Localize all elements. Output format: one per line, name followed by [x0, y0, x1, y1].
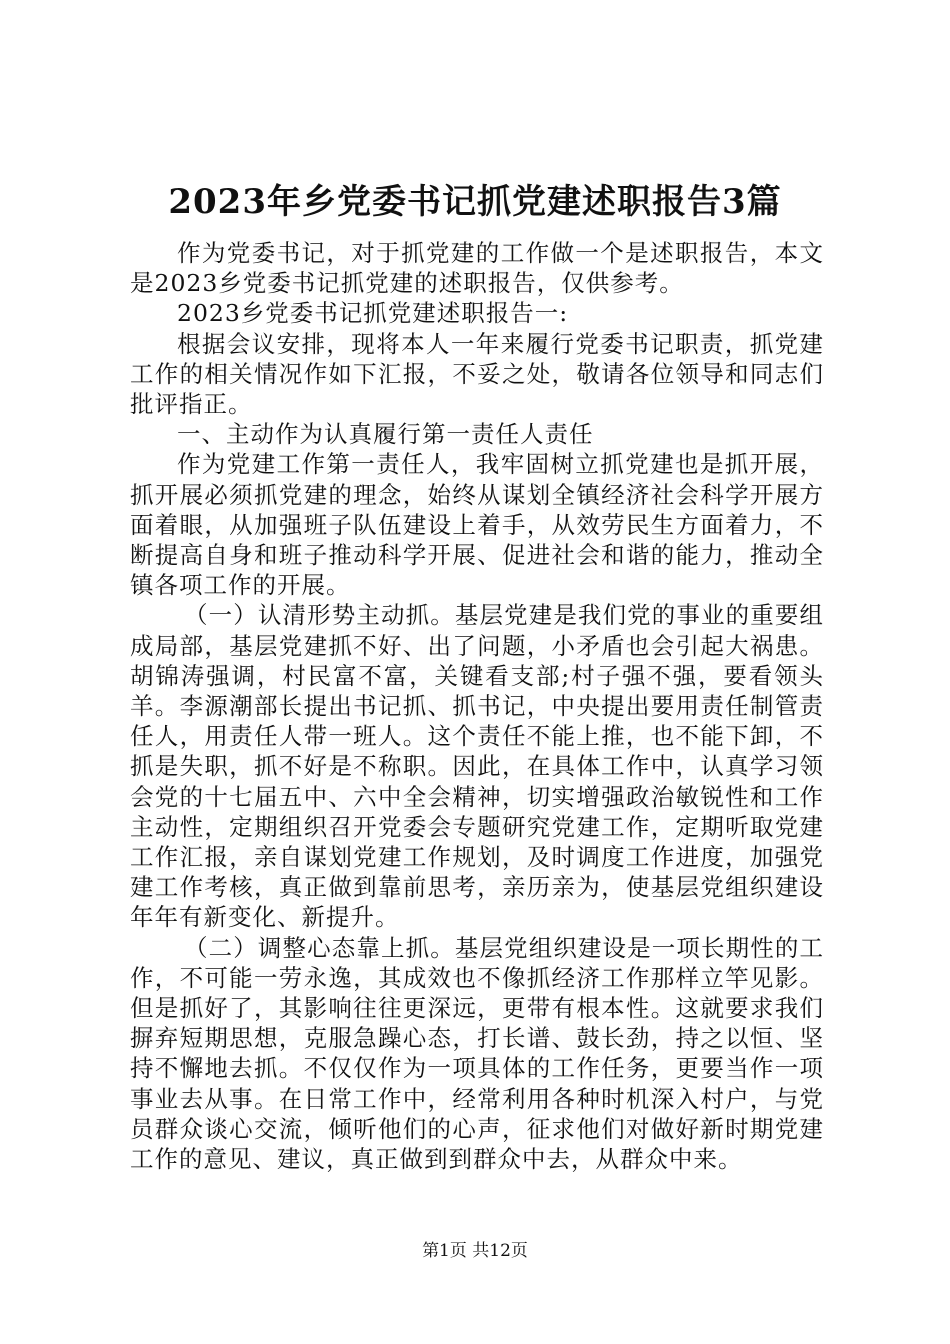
section-paragraph: 作为党建工作第一责任人，我牢固树立抓党建也是抓开展，抓开展必须抓党建的理念，始终从谋划全镇经济社会科学开展方面着眼，从加强班子队伍建设上着手，从效劳民生方面着力，不断提高自身和班子推动科学开展、促进社会和谐的能力，推动全镇各项工作的开展。: [130, 450, 824, 600]
subsection-one-paragraph: （一）认清形势主动抓。基层党建是我们党的事业的重要组成局部，基层党建抓不好、出了问题，小矛盾也会引起大祸患。胡锦涛强调，村民富不富，关键看支部;村子强不强，要看领头羊。李源潮部长提出书记抓、抓书记，中央提出要用责任制管责任人，用责任人带一班人。这个责任不能上推，也不能下卸，不抓是失职，抓不好是不称职。因此，在具体工作中，认真学习领会党的十七届五中、六中全会精神，切实增强政治敏锐性和工作主动性，定期组织召开党委会专题研究党建工作，定期听取党建工作汇报，亲自谋划党建工作规划，及时调度工作进度，加强党建工作考核，真正做到靠前思考，亲历亲为，使基层党组织建设年年有新变化、新提升。: [130, 601, 824, 932]
document-title: 2023年乡党委书记抓党建述职报告3篇: [168, 182, 782, 222]
report-one-heading: 2023乡党委书记抓党建述职报告一:: [177, 299, 569, 328]
page-number-footer: 第1页 共12页: [422, 1241, 528, 1261]
document-body: [130, 238, 824, 1174]
section-heading: 一、主动作为认真履行第一责任人责任: [177, 420, 594, 449]
opening-paragraph: 根据会议安排，现将本人一年来履行党委书记职责，抓党建工作的相关情况作如下汇报，不妥之处，敬请各位领导和同志们批评指正。: [130, 329, 824, 419]
subsection-two-paragraph: （二）调整心态靠上抓。基层党组织建设是一项长期性的工作，不可能一劳永逸，其成效也不像抓经济工作那样立竿见影。但是抓好了，其影响往往更深远，更带有根本性。这就要求我们摒弃短期思想，克服急躁心态，打长谱、鼓长劲，持之以恒、坚持不懈地去抓。不仅仅作为一项具体的工作任务，更要当作一项事业去从事。在日常工作中，经常利用各种时机深入村户，与党员群众谈心交流，倾听他们的心声，征求他们对做好新时期党建工作的意见、建议，真正做到到群众中去，从群众中来。: [130, 933, 824, 1174]
intro-paragraph: 作为党委书记，对于抓党建的工作做一个是述职报告，本文是2023乡党委书记抓党建的述职报告，仅供参考。: [130, 239, 824, 298]
